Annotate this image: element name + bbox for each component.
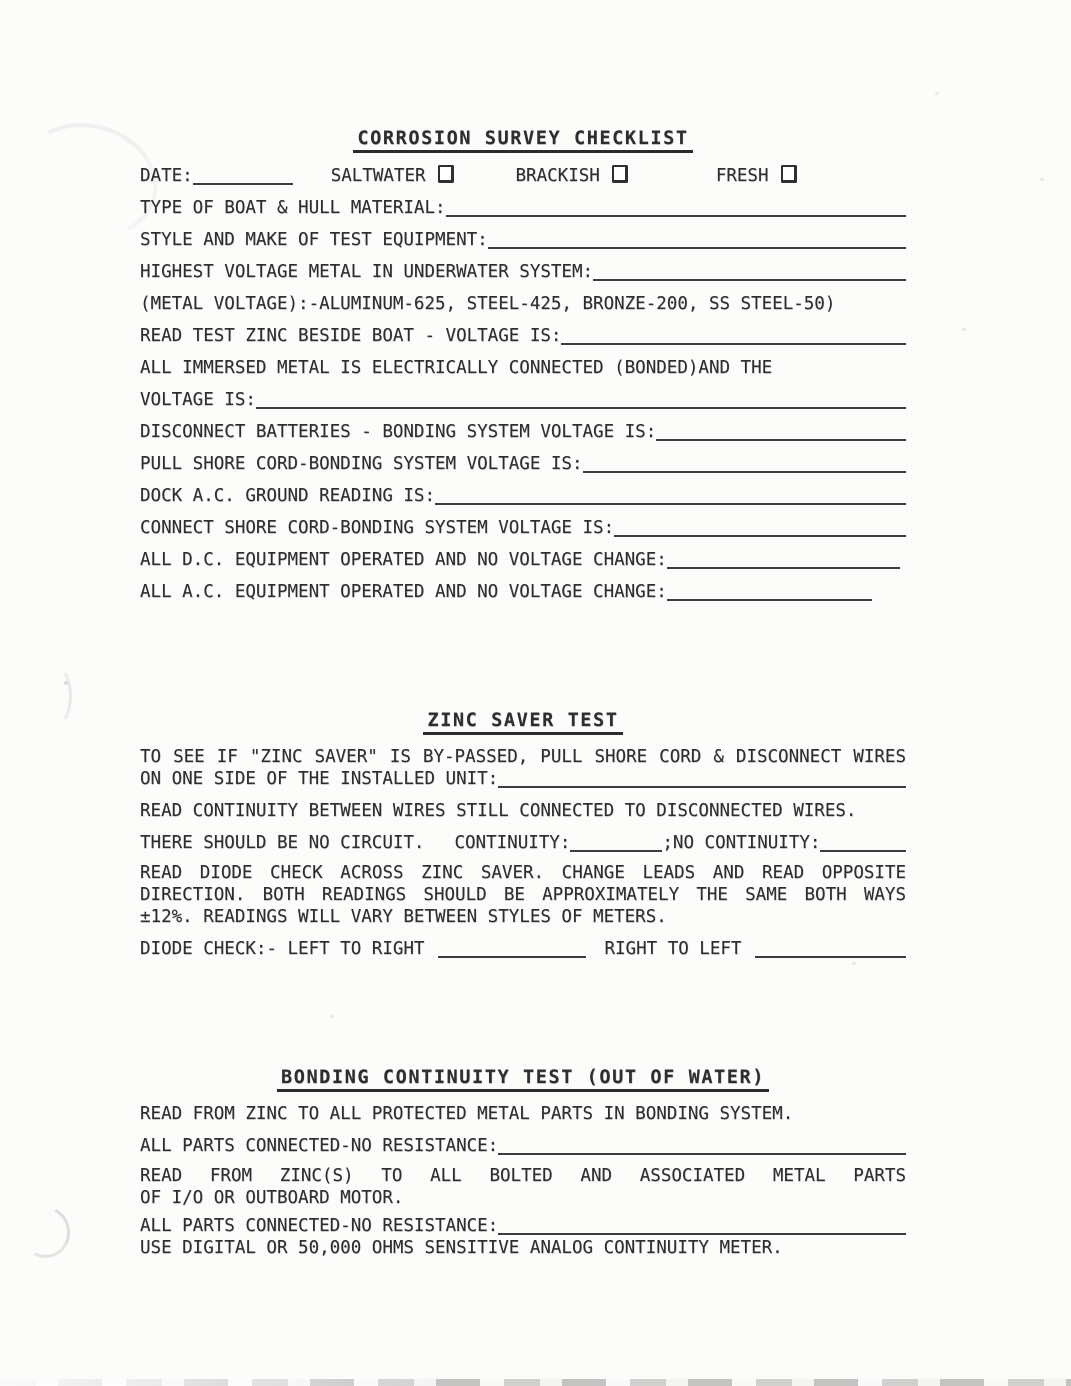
parts-connected-line-2-label: ALL PARTS CONNECTED-NO RESISTANCE:	[140, 1216, 499, 1236]
test-equipment-line-blank[interactable]	[488, 233, 906, 249]
dc-equipment-line-blank[interactable]	[667, 553, 900, 569]
read-from-zinc-line: READ FROM ZINC TO ALL PROTECTED METAL PARTS IN BONDING SYSTEM.	[140, 1104, 794, 1124]
diode-instruction-line-2: DIRECTION. BOTH READINGS SHOULD BE APPROXIMATELY THE SAME BOTH WAYS	[140, 885, 906, 905]
dock-ac-ground-line-blank[interactable]	[435, 489, 906, 505]
installed-unit-line	[140, 769, 906, 789]
test-zinc-voltage-line	[140, 326, 906, 346]
diode-check-row	[140, 939, 906, 959]
pull-shore-cord-line	[140, 454, 906, 474]
bonded-voltage-line	[140, 390, 906, 410]
date-and-water-type-row-label-2: SALTWATER	[330, 166, 426, 186]
date-and-water-type-row-label-6: FRESH	[715, 166, 769, 186]
pull-shore-cord-line-label: PULL SHORE CORD-BONDING SYSTEM VOLTAGE IS:	[140, 454, 583, 474]
left-to-right-blank[interactable]	[438, 942, 586, 958]
installed-unit-line-label: ON ONE SIDE OF THE INSTALLED UNIT:	[140, 769, 499, 789]
dc-equipment-line-label: ALL D.C. EQUIPMENT OPERATED AND NO VOLTAGE CHANGE:	[140, 550, 667, 570]
scan-artifact-crescent	[13, 1200, 77, 1265]
outboard-motor-line: OF I/O OR OUTBOARD MOTOR.	[140, 1188, 404, 1208]
corrosion-survey-checklist-title: CORROSION SURVEY CHECKLIST	[353, 128, 692, 153]
continuity-blank[interactable]	[570, 836, 662, 852]
dc-equipment-line	[140, 550, 906, 570]
test-zinc-voltage-line-label: READ TEST ZINC BESIDE BOAT - VOLTAGE IS:	[140, 326, 562, 346]
bonding-continuity-test-title-row	[140, 1067, 906, 1092]
corrosion-survey-checklist-title-row	[140, 128, 906, 153]
bonded-voltage-line-label: VOLTAGE IS:	[140, 390, 256, 410]
dock-ac-ground-line-label: DOCK A.C. GROUND READING IS:	[140, 486, 436, 506]
dock-ac-ground-line	[140, 486, 906, 506]
diode-check-row-label-0: DIODE CHECK:- LEFT TO RIGHT	[140, 939, 425, 959]
scan-speck	[962, 328, 966, 331]
scan-artifact-bottom-band	[0, 1379, 1071, 1386]
scan-speck	[1040, 178, 1044, 181]
scanned-form-page	[140, 128, 906, 1258]
parts-connected-line-1-label: ALL PARTS CONNECTED-NO RESISTANCE:	[140, 1136, 499, 1156]
bonded-voltage-line-blank[interactable]	[256, 393, 906, 409]
continuity-row	[140, 833, 906, 853]
date-and-water-type-row-label-4: BRACKISH	[515, 166, 600, 186]
bonding-continuity-test-title: BONDING CONTINUITY TEST (OUT OF WATER)	[277, 1067, 769, 1092]
read-from-zincs-line: READ FROM ZINC(S) TO ALL BOLTED AND ASSOCIATED METAL PARTS	[140, 1166, 906, 1186]
disconnect-batteries-line-label: DISCONNECT BATTERIES - BONDING SYSTEM VOLTAGE IS:	[140, 422, 657, 442]
corrosion-survey-checklist-section	[140, 128, 906, 602]
bonding-continuity-test-section	[140, 1067, 906, 1258]
highest-voltage-metal-line-blank[interactable]	[593, 265, 906, 281]
diode-check-row-label-2: RIGHT TO LEFT	[604, 939, 742, 959]
continuity-row-label-3: ;NO CONTINUITY:	[662, 833, 821, 853]
disconnect-batteries-line-blank[interactable]	[656, 425, 906, 441]
highest-voltage-metal-line-label: HIGHEST VOLTAGE METAL IN UNDERWATER SYSTEM:	[140, 262, 594, 282]
meter-note-line: USE DIGITAL OR 50,000 OHMS SENSITIVE ANALOG CONTINUITY METER.	[140, 1238, 783, 1258]
scan-speck	[935, 92, 939, 95]
ac-equipment-line-blank[interactable]	[667, 585, 872, 601]
continuity-row-label-0: THERE SHOULD BE NO CIRCUIT.	[140, 833, 425, 853]
parts-connected-line-1	[140, 1136, 906, 1156]
bypass-instruction-line: TO SEE IF "ZINC SAVER" IS BY-PASSED, PULL SHORE CORD & DISCONNECT WIRES	[140, 747, 906, 767]
date-blank[interactable]	[193, 169, 293, 185]
fresh-checkbox[interactable]	[781, 165, 797, 183]
diode-instruction-line-1: READ DIODE CHECK ACROSS ZINC SAVER. CHANGE LEADS AND READ OPPOSITE	[140, 863, 906, 883]
zinc-saver-test-title: ZINC SAVER TEST	[423, 710, 622, 735]
test-zinc-voltage-line-blank[interactable]	[561, 329, 906, 345]
disconnect-batteries-line	[140, 422, 906, 442]
connect-shore-cord-line-blank[interactable]	[614, 521, 906, 537]
brackish-checkbox[interactable]	[612, 165, 628, 183]
scan-artifact-dot	[64, 681, 68, 685]
test-equipment-line-label: STYLE AND MAKE OF TEST EQUIPMENT:	[140, 230, 488, 250]
scan-artifact-paren	[40, 666, 72, 726]
test-equipment-line	[140, 230, 906, 250]
pull-shore-cord-line-blank[interactable]	[583, 457, 906, 473]
read-continuity-line: READ CONTINUITY BETWEEN WIRES STILL CONNECTED TO DISCONNECTED WIRES.	[140, 801, 857, 821]
parts-connected-line-2	[140, 1216, 906, 1236]
boat-hull-material-line-blank[interactable]	[446, 201, 906, 217]
zinc-saver-test-title-row	[140, 710, 906, 735]
boat-hull-material-line-label: TYPE OF BOAT & HULL MATERIAL:	[140, 198, 446, 218]
parts-connected-line-2-blank[interactable]	[498, 1219, 906, 1235]
saltwater-checkbox[interactable]	[438, 165, 454, 183]
continuity-row-label-1: CONTINUITY:	[454, 833, 571, 853]
immersed-metal-bonded-line: ALL IMMERSED METAL IS ELECTRICALLY CONNECTED (BONDED)AND THE	[140, 358, 773, 378]
diode-instruction-line-3: ±12%. READINGS WILL VARY BETWEEN STYLES OF METERS.	[140, 907, 667, 927]
boat-hull-material-line	[140, 198, 906, 218]
zinc-saver-test-section	[140, 710, 906, 959]
highest-voltage-metal-line	[140, 262, 906, 282]
installed-unit-line-blank[interactable]	[498, 772, 906, 788]
metal-voltage-reference-line: (METAL VOLTAGE):-ALUMINUM-625, STEEL-425, BRONZE-200, SS STEEL-50)	[140, 294, 836, 314]
no-continuity-blank[interactable]	[820, 836, 906, 852]
connect-shore-cord-line	[140, 518, 906, 538]
ac-equipment-line-label: ALL A.C. EQUIPMENT OPERATED AND NO VOLTAGE CHANGE:	[140, 582, 667, 602]
connect-shore-cord-line-label: CONNECT SHORE CORD-BONDING SYSTEM VOLTAGE IS:	[140, 518, 615, 538]
date-and-water-type-row-label-0: DATE:	[140, 166, 193, 186]
date-and-water-type-row	[140, 165, 906, 186]
right-to-left-blank[interactable]	[755, 942, 906, 958]
parts-connected-line-1-blank[interactable]	[498, 1139, 906, 1155]
ac-equipment-line	[140, 582, 906, 602]
